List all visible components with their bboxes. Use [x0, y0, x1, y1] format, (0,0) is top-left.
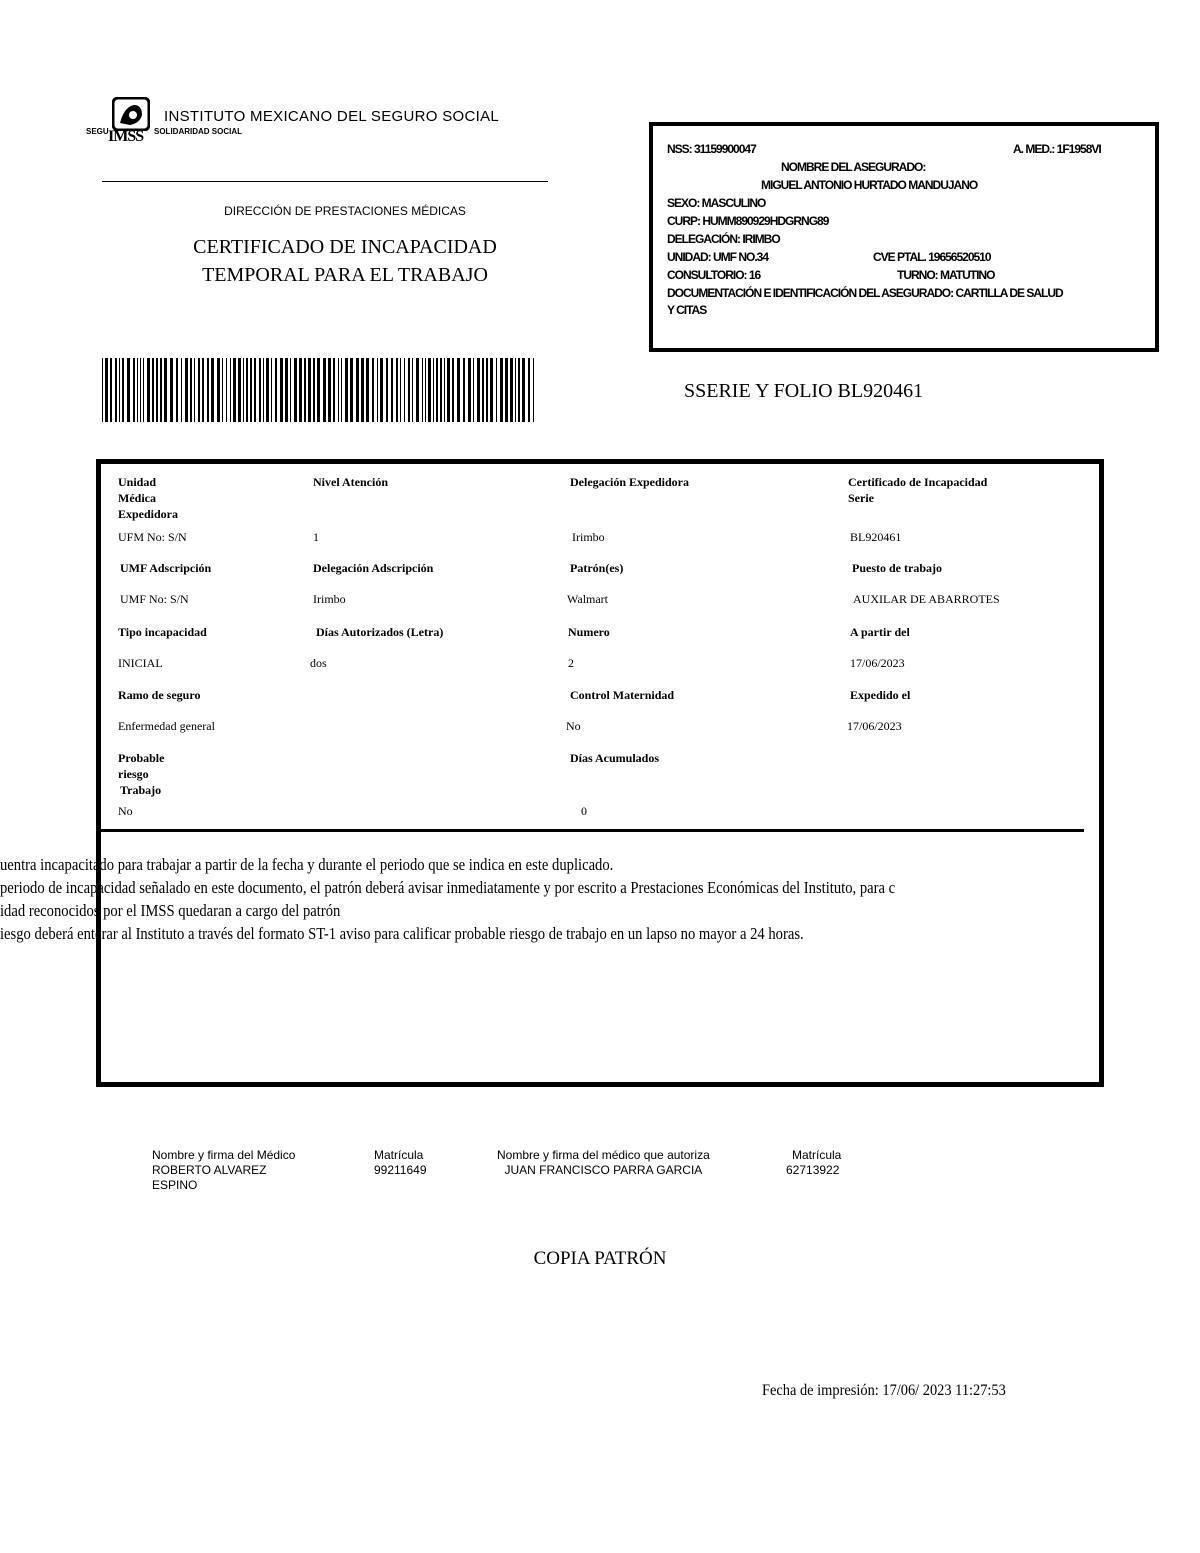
table-rule — [100, 829, 1084, 832]
barcode-bar — [345, 358, 348, 422]
documentacion: DOCUMENTACIÓN E IDENTIFICACIÓN DEL ASEGURADO: CARTILLA DE SALUD — [667, 286, 1063, 300]
barcode-bar — [428, 358, 431, 422]
barcode-bar — [447, 358, 450, 422]
barcode-bar — [463, 358, 465, 422]
barcode-bar — [194, 358, 195, 422]
dias-acum-label: Días Acumulados — [570, 751, 660, 765]
barcode-bar — [294, 358, 297, 422]
motto-left: SEGU — [86, 127, 109, 136]
barcode-bar — [400, 358, 401, 422]
patron-label: Patrón(es) — [570, 561, 624, 575]
label-line: Expedidora — [118, 507, 179, 521]
barcode-bar — [444, 358, 445, 422]
barcode-bar — [361, 358, 364, 422]
barcode-bar — [156, 358, 158, 422]
barcode-bar — [233, 358, 236, 422]
delegacion-ads-label: Delegación Adscripción — [313, 561, 434, 575]
barcode-bar — [440, 358, 442, 422]
barcode-bar — [482, 358, 484, 422]
barcode-bar — [170, 358, 173, 422]
label-line: Serie — [848, 491, 874, 505]
barcode-bar — [457, 358, 460, 422]
barcode-bar — [190, 358, 192, 422]
disclaimer-2: periodo de incapacidad señalado en este documento, el patrón deberá avisar inmediatamente y por escrito a Prestaciones Económicas del Instituto, para c — [0, 878, 896, 897]
patient-name: MIGUEL ANTONIO HURTADO MANDUJANO — [761, 178, 978, 192]
barcode-bar — [477, 358, 480, 422]
header-divider — [102, 181, 548, 182]
cert-serie-label — [848, 474, 987, 506]
a-partir-label: A partir del — [850, 625, 910, 639]
matricula-2 — [786, 1148, 841, 1178]
barcode-bar — [323, 358, 326, 422]
barcode-bar — [181, 358, 182, 422]
patron-value: Walmart — [567, 592, 609, 606]
delegacion: DELEGACIÓN: IRIMBO — [667, 232, 780, 246]
barcode-bar — [299, 358, 302, 422]
disclaimer-3: idad reconocidos por el IMSS quedaran a cargo del patrón — [0, 901, 341, 920]
patient-info-box — [649, 122, 1159, 352]
barcode-bar — [313, 358, 315, 422]
delegacion-ads-value: Irimbo — [313, 592, 346, 606]
barcode-bar — [110, 358, 112, 422]
barcode-bar — [317, 358, 320, 422]
barcode-bar — [515, 358, 516, 422]
barcode-bar — [486, 358, 488, 422]
barcode-bar — [290, 358, 291, 422]
barcode-bar — [356, 358, 359, 422]
direction-label: DIRECCIÓN DE PRESTACIONES MÉDICAS — [224, 204, 466, 218]
barcode-bar — [391, 358, 393, 422]
imss-logo-icon — [112, 97, 150, 131]
barcode-bar — [122, 358, 124, 422]
expedido-label: Expedido el — [850, 688, 911, 702]
label-line: riesgo — [118, 767, 149, 781]
umf-adscripcion-value: UMF No: S/N — [120, 592, 189, 606]
dias-acum-value: 0 — [581, 804, 587, 818]
barcode-bar — [518, 358, 520, 422]
barcode-bar — [137, 358, 138, 422]
barcode-bar — [372, 358, 374, 422]
barcode-bar — [152, 358, 154, 422]
barcode-bar — [412, 358, 413, 422]
barcode-bar — [350, 358, 353, 422]
barcode-bar — [505, 358, 508, 422]
barcode-bar — [246, 358, 248, 422]
barcode-bar — [222, 358, 223, 422]
numero-value: 2 — [568, 656, 574, 670]
turno: TURNO: MATUTINO — [897, 268, 995, 282]
disclaimer-4: iesgo deberá enterar al Instituto a través del formato ST-1 aviso para calificar probable riesgo de trabajo en un lapso no mayor a 24 horas. — [0, 924, 804, 943]
barcode-bar — [341, 358, 342, 422]
barcode-bar — [263, 358, 264, 422]
ramo-label: Ramo de seguro — [118, 688, 201, 702]
logo-text: IMSS — [108, 128, 144, 145]
label-line: Médica — [118, 491, 156, 505]
barcode-bar — [308, 358, 311, 422]
riesgo-label — [118, 750, 164, 798]
puesto-label: Puesto de trabajo — [852, 561, 942, 575]
barcode-bar — [377, 358, 378, 422]
title-line-1: CERTIFICADO DE INCAPACIDAD — [193, 236, 497, 258]
consultorio: CONSULTORIO: 16 — [667, 268, 761, 282]
documentacion-cont: Y CITAS — [667, 303, 707, 317]
matricula-value: 62713922 — [786, 1163, 840, 1177]
medico-name-cont: ESPINO — [152, 1178, 198, 1192]
barcode-bar — [425, 358, 426, 422]
barcode-bar — [259, 358, 261, 422]
barcode-bar — [254, 358, 256, 422]
barcode-bar — [452, 358, 454, 422]
matricula-label: Matrícula — [374, 1148, 424, 1162]
barcode-bar — [102, 358, 103, 422]
barcode-bar — [304, 358, 306, 422]
a-partir-value: 17/06/2023 — [850, 656, 905, 670]
barcode-bar — [143, 358, 144, 422]
barcode-bar — [436, 358, 438, 422]
barcode-bar — [105, 358, 108, 422]
umf-adscripcion-label: UMF Adscripción — [120, 561, 212, 575]
control-mat-value: No — [566, 719, 581, 733]
barcode-bar — [271, 358, 272, 422]
barcode-bar — [164, 358, 167, 422]
print-date: Fecha de impresión: 17/06/ 2023 11:27:53 — [762, 1382, 1006, 1399]
cert-serie-value: BL920461 — [850, 530, 902, 544]
serie-folio: SSERIE Y FOLIO BL920461 — [684, 380, 924, 402]
tipo-label: Tipo incapacidad — [118, 625, 207, 639]
barcode-bar — [202, 358, 204, 422]
barcode-bar — [207, 358, 209, 422]
barcode-bar — [333, 358, 335, 422]
barcode-bar — [238, 358, 241, 422]
barcode-bar — [133, 358, 135, 422]
barcode-bar — [198, 358, 200, 422]
barcode-bar — [280, 358, 283, 422]
delegacion-exp-value: Irimbo — [572, 530, 605, 544]
unidad-medica-value: UFM No: S/N — [118, 530, 187, 544]
barcode-bar — [127, 358, 130, 422]
label-line: Trabajo — [120, 783, 162, 797]
ramo-value: Enfermedad general — [118, 719, 215, 733]
barcode-bar — [422, 358, 423, 422]
disclaimer-1: uentra incapacitado para trabajar a partir de la fecha y durante el periodo que se indica en este duplicado. — [0, 855, 614, 874]
autoriza-name: JUAN FRANCISCO PARRA GARCIA — [504, 1163, 703, 1177]
barcode-bar — [468, 358, 471, 422]
medico-signature — [152, 1148, 295, 1193]
barcode-bar — [396, 358, 398, 422]
barcode-bar — [533, 358, 534, 422]
autoriza-signature — [497, 1148, 710, 1178]
barcode-bar — [328, 358, 331, 422]
nivel-atencion-value: 1 — [313, 530, 319, 544]
barcode-bar — [160, 358, 162, 422]
dias-letra-label: Días Autorizados (Letra) — [316, 625, 444, 639]
barcode-bar — [490, 358, 493, 422]
barcode-bar — [473, 358, 474, 422]
barcode-bar — [496, 358, 497, 422]
medico-label: Nombre y firma del Médico — [152, 1148, 296, 1162]
matricula-value: 99211649 — [374, 1163, 427, 1177]
nivel-atencion-label: Nivel Atención — [313, 475, 388, 489]
barcode-bar — [522, 358, 525, 422]
label-line: Unidad — [118, 475, 157, 489]
barcode-bar — [433, 358, 434, 422]
barcode-bar — [226, 358, 227, 422]
cve-ptal: CVE PTAL. 19656520510 — [873, 250, 991, 264]
barcode-bar — [386, 358, 388, 422]
barcode-bar — [275, 358, 277, 422]
barcode-bar — [285, 358, 288, 422]
barcode-bar — [115, 358, 117, 422]
barcode-bar — [243, 358, 244, 422]
barcode-bar — [408, 358, 410, 422]
copy-type: COPIA PATRÓN — [533, 1248, 667, 1269]
certificate-table — [96, 459, 1104, 1087]
barcode-bar — [250, 358, 252, 422]
barcode-bar — [140, 358, 141, 422]
barcode — [102, 358, 539, 422]
barcode-bar — [338, 358, 339, 422]
barcode-bar — [230, 358, 231, 422]
barcode-bar — [185, 358, 188, 422]
barcode-bar — [510, 358, 513, 422]
dias-letra-value: dos — [310, 656, 327, 670]
barcode-bar — [528, 358, 530, 422]
control-mat-label: Control Maternidad — [570, 688, 675, 702]
barcode-bar — [147, 358, 150, 422]
unidad: UNIDAD: UMF NO.34 — [667, 250, 769, 264]
label-line: Certificado de Incapacidad — [848, 475, 988, 489]
barcode-bar — [366, 358, 369, 422]
barcode-bar — [404, 358, 405, 422]
puesto-value: AUXILAR DE ABARROTES — [853, 592, 1000, 606]
motto-right: SOLIDARIDAD SOCIAL — [154, 127, 242, 136]
label-line: Probable — [118, 751, 165, 765]
autoriza-label: Nombre y firma del médico que autoriza — [497, 1148, 710, 1162]
tipo-value: INICIAL — [118, 656, 163, 670]
barcode-bar — [500, 358, 503, 422]
barcode-bar — [266, 358, 269, 422]
barcode-bar — [380, 358, 383, 422]
barcode-bar — [217, 358, 220, 422]
name-label: NOMBRE DEL ASEGURADO: — [781, 160, 926, 174]
barcode-bar — [416, 358, 419, 422]
title-line-2: TEMPORAL PARA EL TRABAJO — [202, 264, 488, 286]
nss: NSS: 31159900047 — [667, 142, 756, 156]
matricula-label: Matrícula — [792, 1148, 842, 1162]
sexo: SEXO: MASCULINO — [667, 196, 766, 210]
barcode-bar — [176, 358, 178, 422]
barcode-bar — [119, 358, 120, 422]
expedido-value: 17/06/2023 — [847, 719, 902, 733]
curp: CURP: HUMM890929HDGRNG89 — [667, 214, 829, 228]
medico-name: ROBERTO ALVAREZ — [152, 1163, 267, 1177]
institute-name: INSTITUTO MEXICANO DEL SEGURO SOCIAL — [164, 108, 500, 125]
barcode-bar — [211, 358, 214, 422]
a-med: A. MED.: 1F1958VI — [1013, 142, 1101, 156]
numero-label: Numero — [568, 625, 610, 639]
unidad-medica-label — [118, 474, 178, 522]
matricula-1 — [374, 1148, 427, 1178]
delegacion-exp-label: Delegación Expedidora — [570, 475, 689, 489]
riesgo-value: No — [118, 804, 133, 818]
